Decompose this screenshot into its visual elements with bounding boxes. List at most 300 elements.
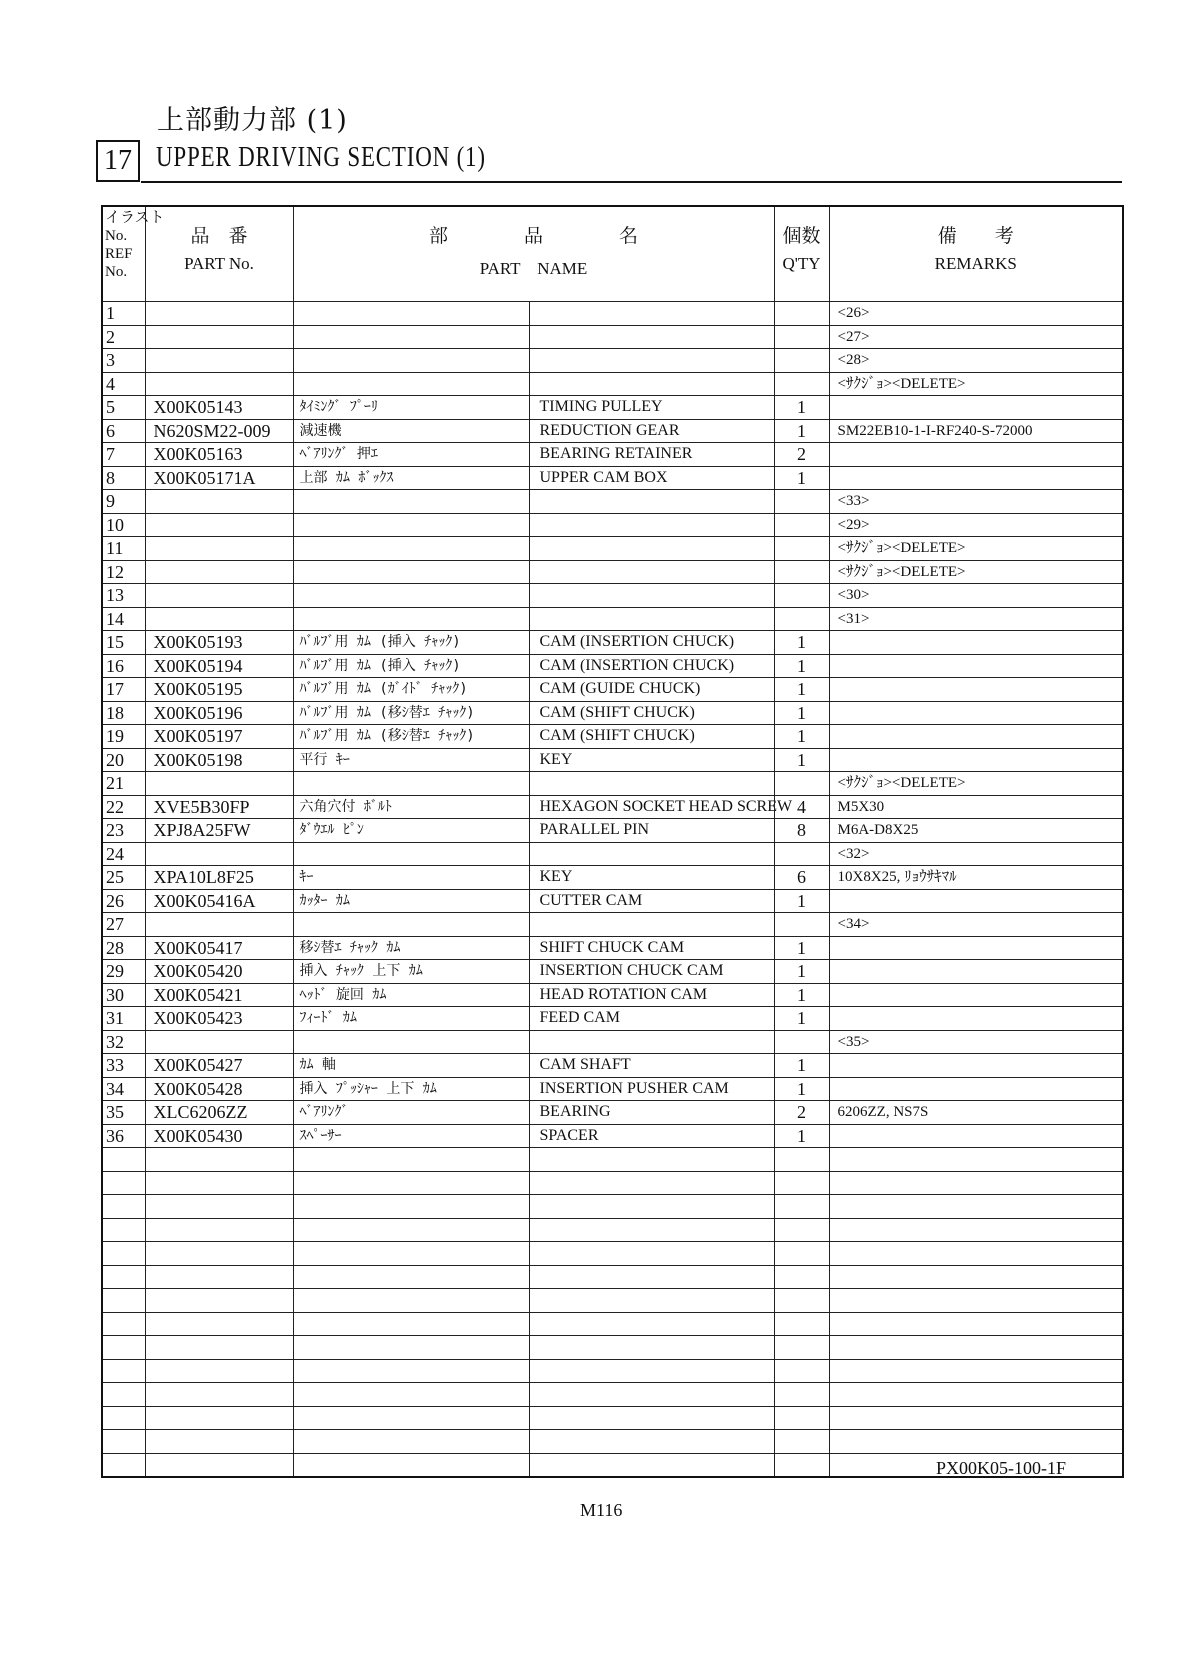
part-no-cell: XPA10L8F25 bbox=[145, 866, 293, 890]
table-row bbox=[102, 1030, 1123, 1054]
ref-no-cell: 20 bbox=[102, 748, 145, 772]
part-no-cell bbox=[145, 913, 293, 937]
part-name-jp-cell bbox=[293, 325, 529, 349]
part-no-cell bbox=[145, 607, 293, 631]
qty-cell bbox=[774, 1453, 829, 1477]
part-name-en-cell bbox=[529, 1359, 774, 1383]
page-title-jp: 上部動力部 (1) bbox=[157, 105, 348, 136]
qty-cell bbox=[774, 1148, 829, 1172]
part-no-cell: XPJ8A25FW bbox=[145, 819, 293, 843]
part-name-en-cell bbox=[529, 584, 774, 608]
part-name-header bbox=[293, 206, 774, 302]
remarks-cell: 10X8X25, ﾘｮｳｻｷﾏﾙ bbox=[829, 866, 1123, 890]
remarks-cell bbox=[829, 1218, 1123, 1242]
ref-no-cell bbox=[102, 1430, 145, 1454]
remarks-cell bbox=[829, 701, 1123, 725]
remarks-cell bbox=[829, 1430, 1123, 1454]
part-name-en-cell: INSERTION PUSHER CAM bbox=[529, 1077, 774, 1101]
table-row bbox=[102, 1101, 1123, 1125]
part-name-jp-cell bbox=[293, 1383, 529, 1407]
table-row bbox=[102, 772, 1123, 796]
part-no-cell bbox=[145, 1218, 293, 1242]
table-row bbox=[102, 725, 1123, 749]
ref-no-cell: 25 bbox=[102, 866, 145, 890]
qty-cell: 1 bbox=[774, 678, 829, 702]
qty-cell: 1 bbox=[774, 631, 829, 655]
ref-no-cell: 21 bbox=[102, 772, 145, 796]
part-no-cell: X00K05195 bbox=[145, 678, 293, 702]
table-row bbox=[102, 443, 1123, 467]
part-no-cell bbox=[145, 490, 293, 514]
qty-cell bbox=[774, 302, 829, 326]
remarks-header-jp: 備 考 bbox=[937, 225, 1014, 247]
remarks-cell bbox=[829, 466, 1123, 490]
ref-no-cell: 32 bbox=[102, 1030, 145, 1054]
remarks-cell bbox=[829, 654, 1123, 678]
part-name-jp-cell: ﾍﾞｱﾘﾝｸﾞ bbox=[293, 1101, 529, 1125]
empty-table-row bbox=[102, 1430, 1123, 1454]
remarks-cell: <ｻｸｼﾞｮ><DELETE> bbox=[829, 772, 1123, 796]
ref-no-cell: 4 bbox=[102, 372, 145, 396]
qty-cell bbox=[774, 584, 829, 608]
ref-no-cell: 22 bbox=[102, 795, 145, 819]
title-underline bbox=[141, 181, 1122, 183]
part-name-jp-cell bbox=[293, 490, 529, 514]
table-row bbox=[102, 513, 1123, 537]
empty-table-row bbox=[102, 1265, 1123, 1289]
ref-no-cell: 27 bbox=[102, 913, 145, 937]
part-no-cell: N620SM22-009 bbox=[145, 419, 293, 443]
part-no-cell bbox=[145, 1265, 293, 1289]
part-name-en-cell: BEARING RETAINER bbox=[529, 443, 774, 467]
part-name-en-cell bbox=[529, 1336, 774, 1360]
remarks-cell: <32> bbox=[829, 842, 1123, 866]
qty-cell: 1 bbox=[774, 419, 829, 443]
part-name-jp-cell: ﾊﾞﾙﾌﾞ用 ｶﾑ (移ｼ替ｴ ﾁｬｯｸ) bbox=[293, 701, 529, 725]
empty-table-row bbox=[102, 1289, 1123, 1313]
remarks-cell bbox=[829, 631, 1123, 655]
part-name-en-cell bbox=[529, 349, 774, 373]
part-name-en-cell: HEXAGON SOCKET HEAD SCREW bbox=[529, 795, 774, 819]
empty-table-row bbox=[102, 1406, 1123, 1430]
part-name-en-cell bbox=[529, 325, 774, 349]
part-name-en-cell bbox=[529, 372, 774, 396]
part-no-cell bbox=[145, 325, 293, 349]
qty-cell: 2 bbox=[774, 1101, 829, 1125]
remarks-cell bbox=[829, 1195, 1123, 1219]
part-no-cell: X00K05193 bbox=[145, 631, 293, 655]
part-name-en-cell: BEARING bbox=[529, 1101, 774, 1125]
part-name-jp-cell bbox=[293, 1430, 529, 1454]
qty-cell: 2 bbox=[774, 443, 829, 467]
ref-no-cell: 15 bbox=[102, 631, 145, 655]
remarks-cell bbox=[829, 1007, 1123, 1031]
part-name-en-cell bbox=[529, 772, 774, 796]
table-row bbox=[102, 466, 1123, 490]
part-name-jp-cell bbox=[293, 1242, 529, 1266]
part-no-cell bbox=[145, 1171, 293, 1195]
part-name-en-cell: INSERTION CHUCK CAM bbox=[529, 960, 774, 984]
remarks-cell bbox=[829, 1383, 1123, 1407]
part-no-cell bbox=[145, 1336, 293, 1360]
part-name-header-en: PART NAME bbox=[479, 259, 588, 278]
qty-cell: 1 bbox=[774, 936, 829, 960]
ref-no-cell bbox=[102, 1312, 145, 1336]
ref-no-cell bbox=[102, 1171, 145, 1195]
part-name-en-cell: SHIFT CHUCK CAM bbox=[529, 936, 774, 960]
part-no-cell: XVE5B30FP bbox=[145, 795, 293, 819]
table-row bbox=[102, 936, 1123, 960]
part-name-jp-cell bbox=[293, 1312, 529, 1336]
part-name-jp-cell: 挿入 ﾁｬｯｸ 上下 ｶﾑ bbox=[293, 960, 529, 984]
part-no-cell bbox=[145, 1242, 293, 1266]
part-no-cell bbox=[145, 1406, 293, 1430]
part-name-en-cell bbox=[529, 1195, 774, 1219]
part-no-cell: X00K05196 bbox=[145, 701, 293, 725]
table-row bbox=[102, 913, 1123, 937]
table-row bbox=[102, 349, 1123, 373]
remarks-cell: <ｻｸｼﾞｮ><DELETE> bbox=[829, 372, 1123, 396]
part-name-jp-cell bbox=[293, 842, 529, 866]
part-name-jp-cell bbox=[293, 1218, 529, 1242]
part-name-en-cell bbox=[529, 1453, 774, 1477]
ref-header-ref: REF bbox=[105, 246, 133, 262]
part-name-en-cell bbox=[529, 607, 774, 631]
part-name-en-cell bbox=[529, 537, 774, 561]
qty-cell bbox=[774, 913, 829, 937]
part-name-jp-cell bbox=[293, 1030, 529, 1054]
part-no-cell: X00K05198 bbox=[145, 748, 293, 772]
part-name-jp-cell bbox=[293, 1406, 529, 1430]
ref-no-header bbox=[102, 206, 165, 302]
part-name-header-jp: 部 品 名 bbox=[429, 225, 639, 247]
ref-no-cell: 10 bbox=[102, 513, 145, 537]
remarks-cell bbox=[829, 1289, 1123, 1313]
part-no-cell bbox=[145, 1195, 293, 1219]
part-name-en-cell: KEY bbox=[529, 748, 774, 772]
remarks-cell bbox=[829, 1336, 1123, 1360]
qty-cell bbox=[774, 1312, 829, 1336]
ref-no-cell bbox=[102, 1406, 145, 1430]
ref-no-cell: 16 bbox=[102, 654, 145, 678]
qty-cell bbox=[774, 1242, 829, 1266]
part-name-jp-cell: ｶｯﾀｰ ｶﾑ bbox=[293, 889, 529, 913]
remarks-cell bbox=[829, 1312, 1123, 1336]
part-name-en-cell: FEED CAM bbox=[529, 1007, 774, 1031]
qty-cell: 6 bbox=[774, 866, 829, 890]
ref-no-cell bbox=[102, 1265, 145, 1289]
part-no-cell: X00K05428 bbox=[145, 1077, 293, 1101]
empty-table-row bbox=[102, 1242, 1123, 1266]
remarks-cell: SM22EB10-1-I-RF240-S-72000 bbox=[829, 419, 1123, 443]
part-name-jp-cell: ﾍﾞｱﾘﾝｸﾞ 押ｴ bbox=[293, 443, 529, 467]
part-no-cell bbox=[145, 842, 293, 866]
ref-no-cell: 1 bbox=[102, 302, 145, 326]
qty-cell bbox=[774, 1195, 829, 1219]
remarks-cell bbox=[829, 1265, 1123, 1289]
table-row bbox=[102, 889, 1123, 913]
part-name-jp-cell bbox=[293, 537, 529, 561]
table-row bbox=[102, 678, 1123, 702]
remarks-cell: <29> bbox=[829, 513, 1123, 537]
part-no-cell: X00K05171A bbox=[145, 466, 293, 490]
remarks-cell: <34> bbox=[829, 913, 1123, 937]
remarks-cell: <33> bbox=[829, 490, 1123, 514]
remarks-cell: <28> bbox=[829, 349, 1123, 373]
part-name-jp-cell bbox=[293, 1359, 529, 1383]
remarks-cell bbox=[829, 936, 1123, 960]
empty-table-row bbox=[102, 1312, 1123, 1336]
qty-cell: 1 bbox=[774, 701, 829, 725]
part-name-jp-cell: 挿入 ﾌﾟｯｼｬｰ 上下 ｶﾑ bbox=[293, 1077, 529, 1101]
ref-no-cell: 29 bbox=[102, 960, 145, 984]
part-no-cell bbox=[145, 372, 293, 396]
ref-no-cell: 36 bbox=[102, 1124, 145, 1148]
qty-cell: 1 bbox=[774, 748, 829, 772]
part-name-en-cell bbox=[529, 1406, 774, 1430]
qty-cell: 1 bbox=[774, 1054, 829, 1078]
part-name-jp-cell bbox=[293, 607, 529, 631]
part-name-en-cell bbox=[529, 1030, 774, 1054]
part-no-cell: X00K05163 bbox=[145, 443, 293, 467]
ref-no-cell: 31 bbox=[102, 1007, 145, 1031]
qty-header bbox=[774, 206, 829, 302]
table-row bbox=[102, 396, 1123, 420]
remarks-cell: <ｻｸｼﾞｮ><DELETE> bbox=[829, 537, 1123, 561]
part-name-en-cell bbox=[529, 302, 774, 326]
part-no-cell bbox=[145, 1430, 293, 1454]
part-name-jp-cell: ﾊﾞﾙﾌﾞ用 ｶﾑ (挿入 ﾁｬｯｸ) bbox=[293, 654, 529, 678]
remarks-cell bbox=[829, 1406, 1123, 1430]
section-number-box: 17 bbox=[96, 140, 140, 182]
part-name-en-cell bbox=[529, 913, 774, 937]
part-no-cell bbox=[145, 1148, 293, 1172]
part-name-jp-cell: 減速機 bbox=[293, 419, 529, 443]
part-name-jp-cell bbox=[293, 584, 529, 608]
part-name-en-cell bbox=[529, 1312, 774, 1336]
qty-cell bbox=[774, 372, 829, 396]
ref-no-cell bbox=[102, 1148, 145, 1172]
table-row bbox=[102, 1007, 1123, 1031]
part-name-en-cell bbox=[529, 490, 774, 514]
part-no-cell: X00K05416A bbox=[145, 889, 293, 913]
part-no-cell: XLC6206ZZ bbox=[145, 1101, 293, 1125]
remarks-cell: <30> bbox=[829, 584, 1123, 608]
ref-no-cell bbox=[102, 1289, 145, 1313]
ref-no-cell: 9 bbox=[102, 490, 145, 514]
qty-cell bbox=[774, 1265, 829, 1289]
table-row bbox=[102, 842, 1123, 866]
table-row bbox=[102, 819, 1123, 843]
qty-header-jp: 個数 bbox=[782, 225, 821, 247]
qty-cell: 1 bbox=[774, 889, 829, 913]
qty-cell: 4 bbox=[774, 795, 829, 819]
part-name-en-cell: CAM (SHIFT CHUCK) bbox=[529, 725, 774, 749]
table-row bbox=[102, 748, 1123, 772]
part-name-en-cell: SPACER bbox=[529, 1124, 774, 1148]
part-no-cell: X00K05194 bbox=[145, 654, 293, 678]
qty-cell bbox=[774, 325, 829, 349]
table-row bbox=[102, 960, 1123, 984]
ref-no-cell: 24 bbox=[102, 842, 145, 866]
part-name-jp-cell: ｽﾍﾟｰｻｰ bbox=[293, 1124, 529, 1148]
ref-no-cell bbox=[102, 1242, 145, 1266]
table-row bbox=[102, 1124, 1123, 1148]
part-no-cell: X00K05427 bbox=[145, 1054, 293, 1078]
ref-no-cell bbox=[102, 1383, 145, 1407]
part-name-jp-cell: 上部 ｶﾑ ﾎﾞｯｸｽ bbox=[293, 466, 529, 490]
qty-cell: 1 bbox=[774, 396, 829, 420]
qty-cell: 1 bbox=[774, 1124, 829, 1148]
ref-no-cell: 3 bbox=[102, 349, 145, 373]
ref-header-no2: No. bbox=[105, 264, 128, 280]
part-name-jp-cell bbox=[293, 1336, 529, 1360]
ref-no-cell: 11 bbox=[102, 537, 145, 561]
part-no-cell: X00K05420 bbox=[145, 960, 293, 984]
qty-cell bbox=[774, 1406, 829, 1430]
part-no-cell: X00K05421 bbox=[145, 983, 293, 1007]
page-number: M116 bbox=[580, 1500, 623, 1520]
qty-cell bbox=[774, 537, 829, 561]
remarks-cell: <27> bbox=[829, 325, 1123, 349]
part-name-en-cell: CAM SHAFT bbox=[529, 1054, 774, 1078]
ref-header-jp: イラスト bbox=[105, 210, 165, 226]
qty-cell: 1 bbox=[774, 654, 829, 678]
ref-no-cell: 12 bbox=[102, 560, 145, 584]
table-row bbox=[102, 372, 1123, 396]
table-row bbox=[102, 607, 1123, 631]
qty-cell bbox=[774, 1171, 829, 1195]
remarks-cell bbox=[829, 983, 1123, 1007]
parts-table-body bbox=[102, 302, 1123, 1478]
table-row bbox=[102, 1054, 1123, 1078]
table-row bbox=[102, 795, 1123, 819]
part-name-jp-cell bbox=[293, 560, 529, 584]
table-row bbox=[102, 654, 1123, 678]
part-name-en-cell bbox=[529, 1171, 774, 1195]
qty-cell bbox=[774, 772, 829, 796]
empty-table-row bbox=[102, 1383, 1123, 1407]
remarks-cell: <31> bbox=[829, 607, 1123, 631]
qty-cell bbox=[774, 1336, 829, 1360]
part-name-en-cell: CAM (GUIDE CHUCK) bbox=[529, 678, 774, 702]
part-name-en-cell: UPPER CAM BOX bbox=[529, 466, 774, 490]
part-no-cell bbox=[145, 1359, 293, 1383]
qty-cell: 1 bbox=[774, 466, 829, 490]
part-name-en-cell: CAM (INSERTION CHUCK) bbox=[529, 631, 774, 655]
part-name-jp-cell: ﾀﾞｳｴﾙ ﾋﾟﾝ bbox=[293, 819, 529, 843]
part-no-cell bbox=[145, 513, 293, 537]
ref-no-cell: 28 bbox=[102, 936, 145, 960]
qty-cell: 1 bbox=[774, 1077, 829, 1101]
table-row bbox=[102, 983, 1123, 1007]
part-name-en-cell bbox=[529, 1148, 774, 1172]
table-row bbox=[102, 631, 1123, 655]
part-name-jp-cell: ｶﾑ 軸 bbox=[293, 1054, 529, 1078]
part-name-en-cell: CAM (SHIFT CHUCK) bbox=[529, 701, 774, 725]
part-name-en-cell bbox=[529, 1383, 774, 1407]
ref-no-cell: 17 bbox=[102, 678, 145, 702]
remarks-cell bbox=[829, 725, 1123, 749]
part-name-jp-cell bbox=[293, 372, 529, 396]
remarks-header bbox=[829, 206, 1123, 302]
part-name-jp-cell: ﾊﾞﾙﾌﾞ用 ｶﾑ (移ｼ替ｴ ﾁｬｯｸ) bbox=[293, 725, 529, 749]
document-code: PX00K05-100-1F bbox=[935, 1458, 1066, 1478]
ref-no-cell bbox=[102, 1336, 145, 1360]
part-no-cell bbox=[145, 1453, 293, 1477]
part-name-jp-cell bbox=[293, 302, 529, 326]
qty-cell bbox=[774, 1289, 829, 1313]
part-name-jp-cell bbox=[293, 1195, 529, 1219]
part-name-en-cell bbox=[529, 560, 774, 584]
qty-header-en: Q'TY bbox=[782, 254, 821, 273]
part-name-en-cell: HEAD ROTATION CAM bbox=[529, 983, 774, 1007]
remarks-cell: <ｻｸｼﾞｮ><DELETE> bbox=[829, 560, 1123, 584]
remarks-cell bbox=[829, 960, 1123, 984]
qty-cell bbox=[774, 1030, 829, 1054]
part-name-jp-cell bbox=[293, 1289, 529, 1313]
empty-table-row bbox=[102, 1336, 1123, 1360]
part-name-jp-cell bbox=[293, 1453, 529, 1477]
ref-no-cell bbox=[102, 1453, 145, 1477]
qty-cell bbox=[774, 513, 829, 537]
part-no-cell bbox=[145, 537, 293, 561]
qty-cell: 8 bbox=[774, 819, 829, 843]
part-no-cell bbox=[145, 584, 293, 608]
empty-table-row bbox=[102, 1195, 1123, 1219]
part-name-en-cell: REDUCTION GEAR bbox=[529, 419, 774, 443]
remarks-cell bbox=[829, 443, 1123, 467]
part-name-jp-cell: ﾊﾞﾙﾌﾞ用 ｶﾑ (挿入 ﾁｬｯｸ) bbox=[293, 631, 529, 655]
table-header-row bbox=[102, 206, 1123, 302]
ref-no-cell: 2 bbox=[102, 325, 145, 349]
table-row bbox=[102, 866, 1123, 890]
remarks-cell: 6206ZZ, NS7S bbox=[829, 1101, 1123, 1125]
remarks-cell bbox=[829, 748, 1123, 772]
part-name-jp-cell: ﾍｯﾄﾞ 旋回 ｶﾑ bbox=[293, 983, 529, 1007]
part-no-cell: X00K05197 bbox=[145, 725, 293, 749]
part-name-jp-cell: ｷｰ bbox=[293, 866, 529, 890]
part-name-en-cell bbox=[529, 1430, 774, 1454]
part-no-header-jp: 品 番 bbox=[190, 225, 248, 247]
part-name-jp-cell: 平行 ｷｰ bbox=[293, 748, 529, 772]
part-name-en-cell: KEY bbox=[529, 866, 774, 890]
part-no-cell bbox=[145, 302, 293, 326]
table-row bbox=[102, 584, 1123, 608]
ref-no-cell bbox=[102, 1195, 145, 1219]
part-name-jp-cell bbox=[293, 349, 529, 373]
part-name-en-cell bbox=[529, 1218, 774, 1242]
part-name-en-cell: CAM (INSERTION CHUCK) bbox=[529, 654, 774, 678]
part-no-cell bbox=[145, 1030, 293, 1054]
part-name-en-cell bbox=[529, 1242, 774, 1266]
remarks-cell bbox=[829, 1242, 1123, 1266]
qty-cell: 1 bbox=[774, 725, 829, 749]
ref-no-cell: 14 bbox=[102, 607, 145, 631]
qty-cell bbox=[774, 1218, 829, 1242]
ref-no-cell: 35 bbox=[102, 1101, 145, 1125]
part-name-jp-cell: ﾀｲﾐﾝｸﾞ ﾌﾟｰﾘ bbox=[293, 396, 529, 420]
table-row bbox=[102, 490, 1123, 514]
remarks-cell bbox=[829, 889, 1123, 913]
part-no-cell: X00K05417 bbox=[145, 936, 293, 960]
part-name-jp-cell: 移ｼ替ｴ ﾁｬｯｸ ｶﾑ bbox=[293, 936, 529, 960]
part-no-header-en: PART No. bbox=[184, 254, 254, 273]
part-name-jp-cell bbox=[293, 1148, 529, 1172]
qty-cell bbox=[774, 842, 829, 866]
part-name-jp-cell bbox=[293, 772, 529, 796]
ref-no-cell: 18 bbox=[102, 701, 145, 725]
